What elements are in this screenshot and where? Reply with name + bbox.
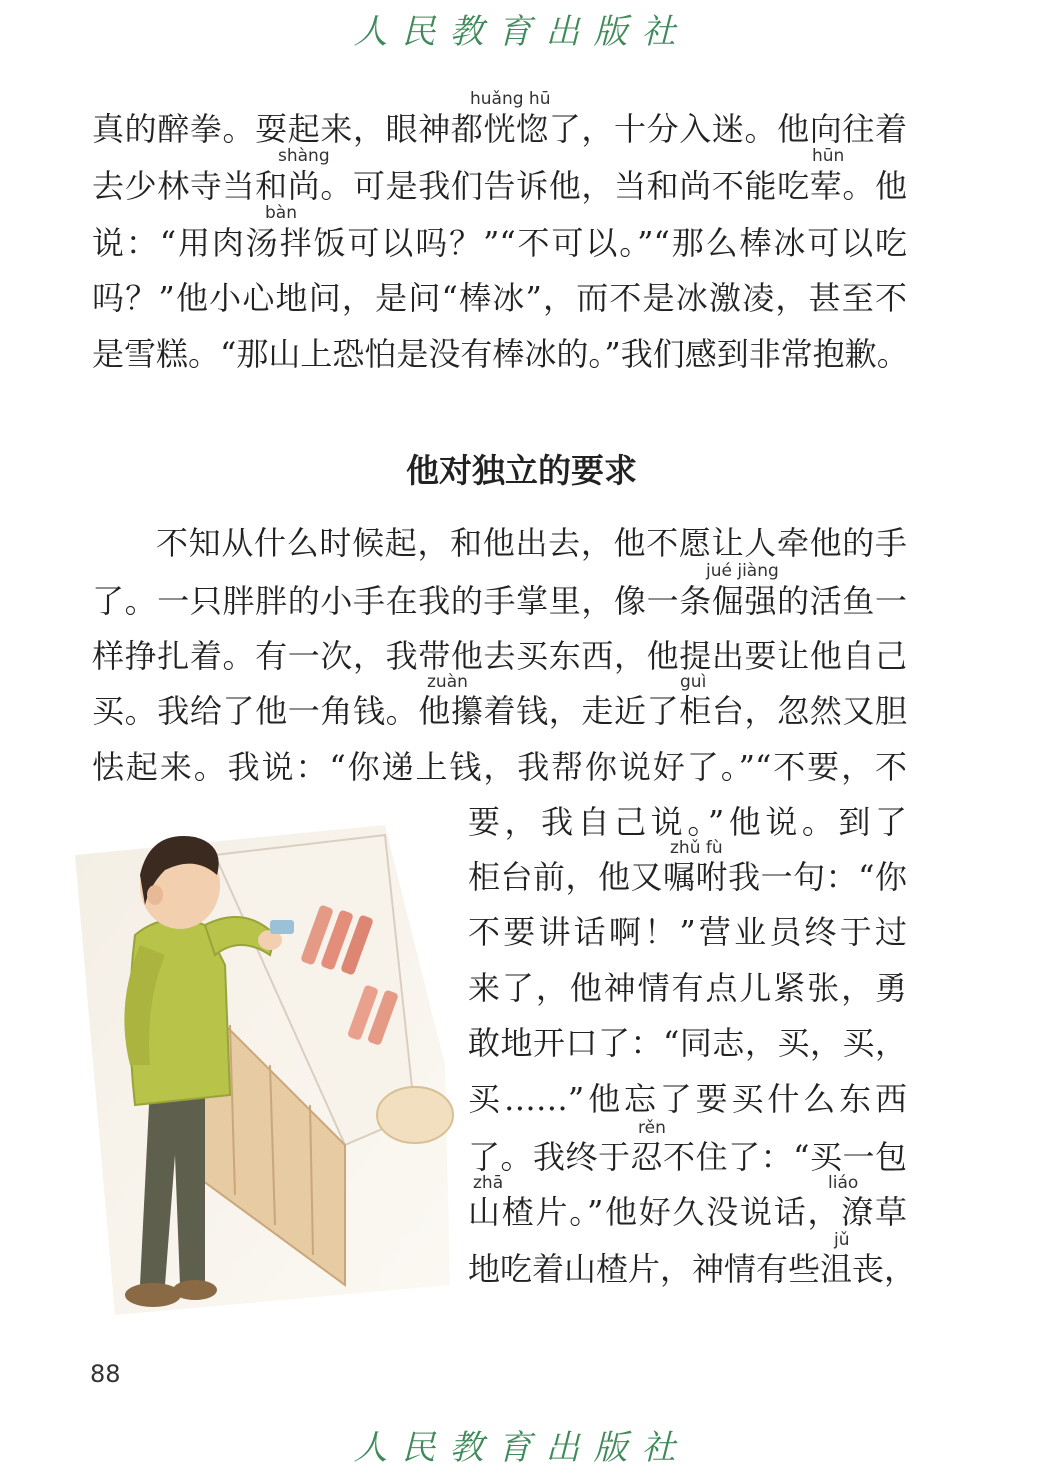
publisher-footer: 人民教育出版社: [353, 1428, 690, 1468]
pinyin-gui: guì: [680, 672, 707, 692]
text-line: 去少林寺当和尚。可是我们告诉他，当和尚不能吃荤。他: [92, 167, 907, 205]
text-line: 说：“用肉汤拌饭可以吗？”“不可以。”“那么棒冰可以吃: [92, 224, 907, 262]
text-line: 样挣扎着。有一次，我带他去买东西，他提出要让他自己: [92, 637, 907, 675]
text-line: 真的醉拳。耍起来，眼神都恍惚了，十分入迷。他向往着: [92, 110, 907, 148]
pinyin-shang: shàng: [278, 146, 330, 166]
text-line: 地吃着山楂片，神情有些沮丧，: [468, 1250, 917, 1288]
text-line: 是雪糕。“那山上恐怕是没有棒冰的。”我们感到非常抱歉。: [92, 335, 909, 373]
text-line: 买……”他忘了要买什么东西: [468, 1080, 907, 1118]
pinyin-zhufu: zhǔ fù: [670, 838, 723, 858]
page-number: 88: [90, 1360, 121, 1388]
text-line: 了。我终于忍不住了：“买一包: [468, 1138, 907, 1176]
pinyin-zha: zhā: [473, 1173, 504, 1193]
text-line: 不知从什么时候起，和他出去，他不愿让人牵他的手: [156, 524, 907, 562]
text-line: 了。一只胖胖的小手在我的手掌里，像一条倔强的活鱼一: [92, 582, 907, 620]
pinyin-ren: rěn: [638, 1118, 666, 1138]
pinyin-zuan: zuàn: [427, 672, 468, 692]
text-line: 来了，他神情有点儿紧张，勇: [468, 969, 907, 1007]
pinyin-ju: jǔ: [834, 1230, 850, 1250]
text-line: 要，我自己说。”他说。到了: [468, 803, 907, 841]
text-line: 敢地开口了：“同志，买，买，: [468, 1024, 907, 1062]
text-line: 不要讲话啊！”营业员终于过: [468, 913, 907, 951]
text-line: 怯起来。我说：“你递上钱，我帮你说好了。”“不要，不: [92, 748, 907, 786]
pinyin-hun: hūn: [812, 146, 845, 166]
pinyin-huanghu: huǎng hū: [470, 89, 551, 109]
pinyin-liao: liáo: [828, 1173, 859, 1193]
pinyin-ban: bàn: [265, 203, 297, 223]
section-title: 他对独立的要求: [406, 451, 637, 490]
pinyin-juejiang: jué jiàng: [706, 561, 779, 581]
text-line: 买。我给了他一角钱。他攥着钱，走近了柜台，忽然又胆: [92, 692, 907, 730]
boy-at-counter-illustration: [55, 815, 455, 1335]
text-line: 山楂片。”他好久没说话，潦草: [468, 1193, 907, 1231]
text-line: 柜台前，他又嘱咐我一句：“你: [468, 858, 907, 896]
publisher-header: 人民教育出版社: [353, 12, 690, 52]
text-line: 吗？”他小心地问，是问“棒冰”，而不是冰激凌，甚至不: [92, 279, 907, 317]
